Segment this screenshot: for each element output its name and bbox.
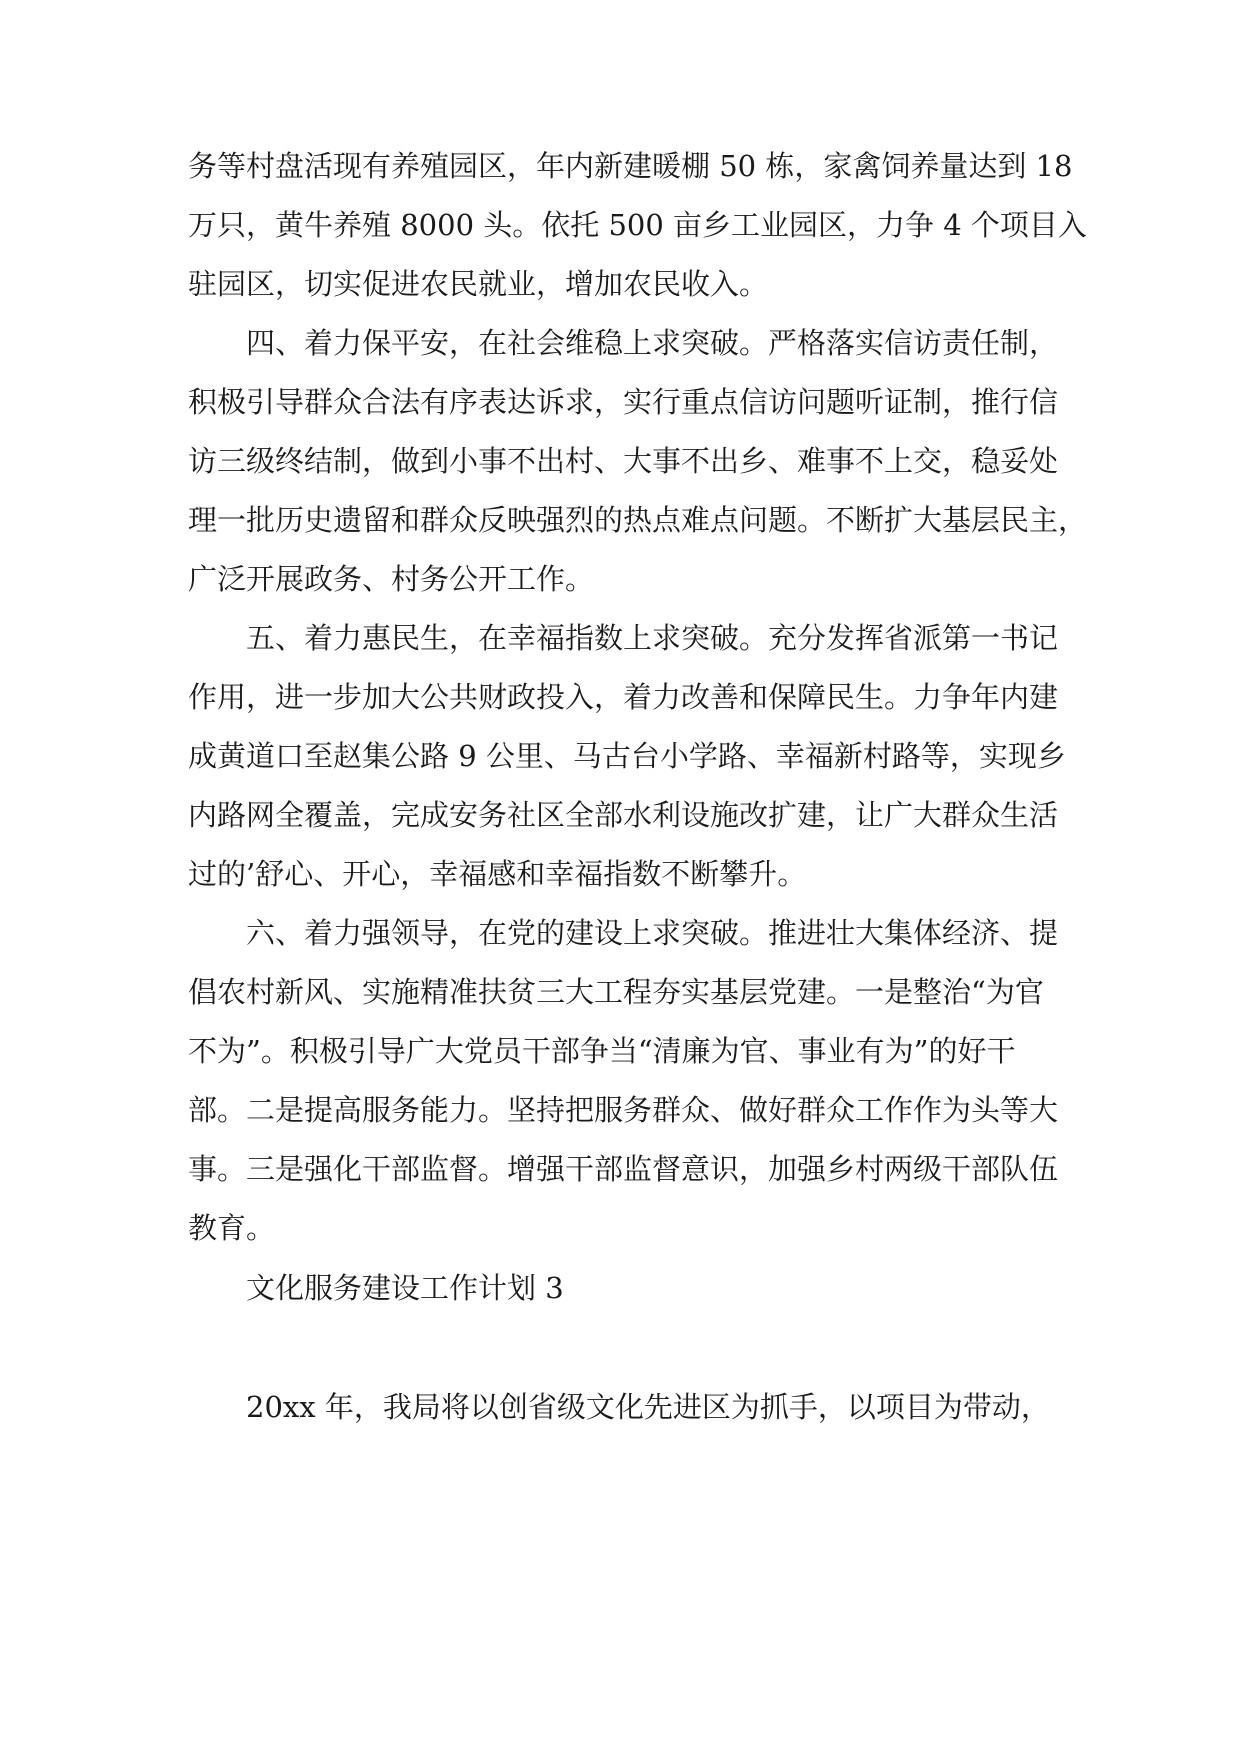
text-line: 倡农村新风、实施精准扶贫三大工程夯实基层党建。一是整治“为官 [188, 975, 1044, 1009]
text-line: 理一批历史遗留和群众反映强烈的热点难点问题。不断扩大基层民主， [188, 503, 1088, 537]
text-line: 积极引导群众合法有序表达诉求，实行重点信访问题听证制，推行信 [188, 385, 1059, 419]
text-line: 事。三是强化干部监督。增强干部监督意识，加强乡村两级干部队伍 [188, 1152, 1059, 1186]
text-line: 不为”。积极引导广大党员干部争当“清廉为官、事业有为”的好干 [188, 1034, 1016, 1068]
text-line: 作用，进一步加大公共财政投入，着力改善和保障民生。力争年内建 [188, 680, 1059, 714]
text-line: 务等村盘活现有养殖园区，年内新建暖棚 50 栋，家禽饲养量达到 18 [188, 149, 1073, 183]
text-line: 驻园区，切实促进农民就业，增加农民收入。 [188, 267, 769, 301]
text-line: 成黄道口至赵集公路 9 公里、马古台小学路、幸福新村路等，实现乡 [188, 739, 1066, 773]
text-line: 过的’舒心、开心，幸福感和幸福指数不断攀升。 [188, 857, 807, 891]
text-line: 20xx 年，我局将以创省级文化先进区为抓手，以项目为带动， [246, 1390, 1050, 1424]
text-line: 内路网全覆盖，完成安务社区全部水利设施改扩建，让广大群众生活 [188, 798, 1059, 832]
text-line: 广泛开展政务、村务公开工作。 [188, 562, 595, 596]
text-line: 教育。 [188, 1211, 276, 1245]
paragraph-heading-5: 五、着力惠民生，在幸福指数上求突破。充分发挥省派第一书记 [246, 621, 1059, 655]
text-line: 部。二是提高服务能力。坚持把服务群众、做好群众工作作为头等大 [188, 1093, 1059, 1127]
paragraph-heading-6: 六、着力强领导，在党的建设上求突破。推进壮大集体经济、提 [246, 916, 1059, 950]
text-line: 访三级终结制，做到小事不出村、大事不出乡、难事不上交，稳妥处 [188, 444, 1059, 478]
text-line: 万只，黄牛养殖 8000 头。依托 500 亩乡工业园区，力争 4 个项目入 [188, 208, 1087, 242]
paragraph-heading-4: 四、着力保平安，在社会维稳上求突破。严格落实信访责任制， [246, 326, 1059, 360]
section-title: 文化服务建设工作计划 3 [246, 1271, 564, 1305]
